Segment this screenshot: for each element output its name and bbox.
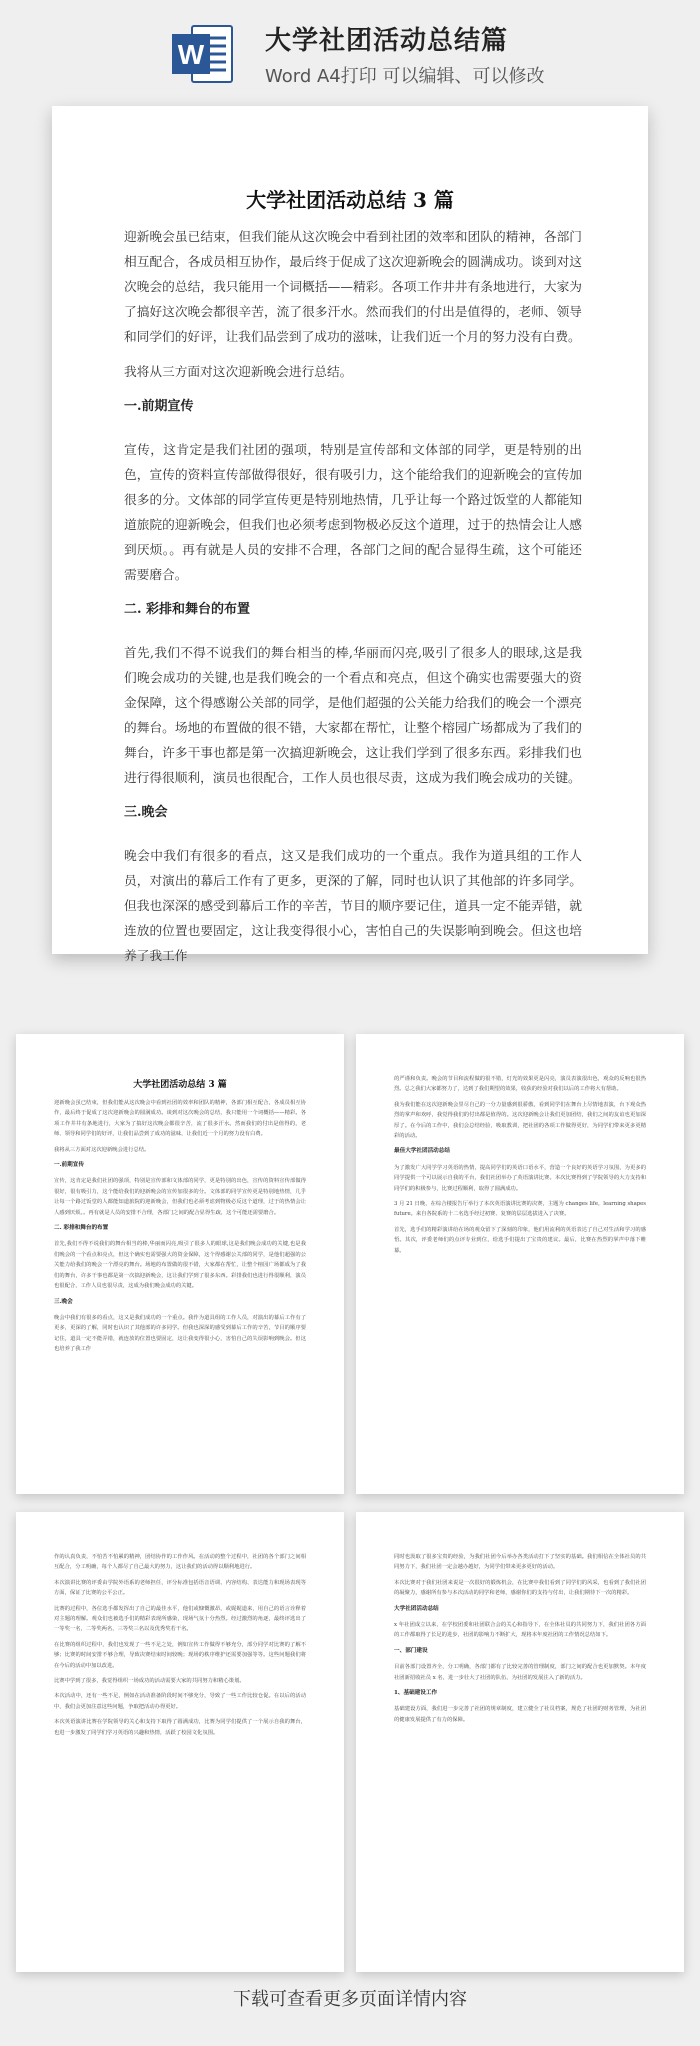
thumbnail-paragraph: 同时也汲取了很多宝贵的经验，为我们社团今后举办各类活动打下了坚实的基础。我们相信在全体社员的共同努力下，我们社团一定会越办越好，为同学们带来更多更好的活动。 [394, 1554, 646, 1571]
thumbnail-paragraph: 比赛中学到了很多，我觉得组织一场成功的活动需要大家的共同努力和精心策划。 [54, 1678, 245, 1685]
word-document-icon [170, 20, 236, 88]
thumbnail-paragraph: 我为我们能在这次迎新晚会里尽自己的一分力量感到很骄傲，看到同学们在舞台上尽情地表演，台下观众热烈的掌声和欢呼，我觉得我们的付出都是值得的。这次迎新晚会让我们更加团结，我们之间的友谊也更加深厚了。在今后的工作中，我们会总结经验，吸取教训，把社团的各项工作做得更好，为同学们带来更多更精彩的活动。 [394, 1101, 646, 1140]
thumbnail-paragraph: 作的认真负责，不怕苦不怕累的精神，团结协作的工作作风。在活动的整个过程中，社团的各个部门之间相互配合，分工明确，每个人都尽了自己最大的努力，这让我们的活动得以顺利地进行。 [54, 1554, 306, 1571]
thumbnail-paragraph: 本次比赛对于我们社团来说是一次很好的锻炼机会，在比赛中我们看到了同学们的风采，也看到了我们社团的凝聚力，感谢所有参与本次活动的同学和老师，感谢你们的支持与付出，让我们期待下一次的精彩。 [394, 1579, 646, 1597]
thumbnail-heading: 一、部门建设 [394, 1647, 428, 1654]
overview-paragraph: 我将从三方面对这次迎新晚会进行总结。 [124, 364, 353, 379]
thumbnail-paragraph: 本次活动中，还有一些不足，例如在活动准备阶段时间不够充分，导致了一些工作比较仓促。在以后的活动中，我们会更加注意这些问题，争取把活动办得更好。 [54, 1693, 306, 1710]
thumbnail-heading: 1、基础建设工作 [394, 1690, 438, 1697]
thumbnail-content [394, 1074, 646, 1261]
document-title: 大学社团活动总结 3 篇 [246, 188, 454, 212]
page-thumbnail-2[interactable] [356, 1034, 684, 1494]
thumbnail-paragraph: 首先，选手们的精彩演讲给在场的观众留下了深刻的印象，他们用流利的英语表达了自己对生活和学习的感悟。其次，评委老师们的点评专业到位，给选手们提出了宝贵的建议。最后，比赛在热烈的掌声中落下帷幕。 [394, 1226, 646, 1254]
thumbnail-paragraph: 我将从三方面对这次迎新晚会进行总结。 [54, 1146, 150, 1153]
section-heading: 一.前期宣传 [124, 399, 194, 414]
thumbnail-content [54, 1074, 306, 1360]
section-heading: 三.晚会 [124, 805, 168, 820]
thumbnail-paragraph: 首先,我们不得不说我们的舞台相当的棒,华丽而闪亮,吸引了很多人的眼球,这是我们晚会成功的关键,也是我们晚会的一个看点和亮点，但这个确实也需要强大的资金保障，这个得感谢公关部的同学，是他们超强的公关能力给我们的晚会一个漂亮的舞台。场地的布置做的很不错，大家都在帮忙，让整个榕园广场都成为了我们的舞台，许多干事也都是第一次搞迎新晚会，这让我们学到了很多东西。彩排我们也进行得很顺利，演员也很配合，工作人员也很尽责，这成为我们晚会成功的关键。 [54, 1241, 306, 1290]
thumbnail-paragraph: 本次演讲比赛的评委由学院外语系的老师担任，评分标准包括语音语调、内容结构、表达能力和现场表现等方面，保证了比赛的公平公正。 [54, 1579, 306, 1597]
page-title: 大学社团活动总结篇 [265, 26, 509, 56]
thumbnail-paragraph: 为了激发广大同学学习英语的热情，提高同学们的英语口语水平，营造一个良好的英语学习氛围，为更多的同学提供一个可以展示自我的平台，我们社团举办了英语演讲比赛。本次比赛得到了学院领导的大力支持和同学们的积极参与，比赛过程顺利，取得了圆满成功。 [394, 1164, 646, 1192]
thumbnail-paragraph: 3 月 21 日晚，在综合楼报告厅举行了本次英语演讲比赛的决赛，主题为 changes life，learning shapes future。来自各院系的十二名选手经过初赛、复赛的层层选拔进入了决赛。 [394, 1201, 646, 1218]
download-more-link[interactable]: 下载可查看更多页面详情内容 [233, 1989, 467, 2010]
thumbnail-content [394, 1552, 646, 1730]
thumbnail-paragraph: 迎新晚会虽已结束，但我们能从这次晚会中看到社团的效率和团队的精神，各部门相互配合，各成员相互协作，最后终于促成了这次迎新晚会的圆满成功。谈到对这次晚会的总结，我只能用一个词概括——精彩。各项工作井井有条地进行，大家为了搞好这次晚会都很辛苦，流了很多汗水。然而我们的付出是值得的，老师、领导和同学们的好评，让我们品尝到了成功的滋味，让我们近一个月的努力没有白费。 [54, 1100, 306, 1138]
section-heading: 二. 彩排和舞台的布置 [124, 602, 251, 617]
page-thumbnail-4[interactable] [356, 1512, 684, 1972]
header-banner [0, 0, 700, 100]
document-body [124, 224, 582, 978]
page-thumbnail-3[interactable] [16, 1512, 344, 1972]
page-thumbnail-1[interactable] [16, 1034, 344, 1494]
thumbnail-paragraph: 本次英语演讲比赛在学院领导的关心和支持下取得了圆满成功，比赛为同学们提供了一个展示自我的舞台，也进一步激发了同学们学习英语的兴趣和热情，活跃了校园文化氛围。 [54, 1719, 306, 1736]
thumbnail-title: 大学社团活动总结 3 篇 [133, 1080, 227, 1090]
thumbnail-paragraph: 基础建设方面，我们进一步完善了社团的规章制度，建立健全了社员档案，规范了社团的财务管理，为社团的健康发展提供了有力的保障。 [394, 1706, 646, 1723]
thumbnail-heading: 三.晚会 [54, 1298, 73, 1305]
thumbnail-content [54, 1552, 306, 1743]
document-page-preview [52, 106, 648, 963]
thumbnail-paragraph: x 年社团成立以来，在学校团委和社团联合会的关心和指导下，在全体社员的共同努力下，我们社团各方面的工作都取得了长足的进步，社团的影响力不断扩大，现将本年度社团的工作情况总结如下。 [394, 1622, 646, 1639]
thumbnail-paragraph: 的严谨和负责。晚会的节目和流程做的很不错，灯光的效果更是闪亮，演员表演很出色，观众的反响也很热烈。总之我们大家都努力了，达到了我们期望的效果，收获的经验对我们以后的工作将大有帮助。 [394, 1076, 646, 1093]
intro-paragraph: 迎新晚会虽已结束，但我们能从这次晚会中看到社团的效率和团队的精神，各部门相互配合，各成员相互协作，最后终于促成了这次迎新晚会的圆满成功。谈到对这次晚会的总结，我只能用一个词概括——精彩。各项工作井井有条地进行，大家为了搞好这次晚会都很辛苦，流了很多汗水。然而我们的付出是值得的，老师、领导和同学们的好评，让我们品尝到了成功的滋味，让我们近一个月的努力没有白费。 [124, 229, 582, 344]
thumbnail-paragraph: 在比赛的组织过程中，我们也发现了一些不足之处，例如宣传工作做得不够充分，部分同学对比赛的了解不够；比赛的时间安排不够合理，导致决赛结束时间较晚；现场的秩序维护还需要加强等等。这些问题我们将在今后的活动中加以改进。 [54, 1641, 306, 1669]
section-paragraph: 晚会中我们有很多的看点，这又是我们成功的一个重点。我作为道具组的工作人员，对演出的幕后工作有了更多，更深的了解，同时也认识了其他部的许多同学。但我也深深的感受到幕后工作的辛苦，节目的顺序要记住，道具一定不能弄错，就连放的位置也要固定，这让我变得很小心，害怕自己的失误影响到晚会。但这也培养了我工作 [124, 848, 582, 963]
thumbnail-paragraph: 目前各部门设置齐全，分工明确，各部门都有了比较完善的管理制度，部门之间的配合也更加默契。本年度社团新招收社员 x 名，进一步壮大了社团的队伍，为社团的发展注入了新的活力。 [394, 1664, 646, 1681]
thumbnail-heading: 最佳大学社团活动总结 [394, 1148, 450, 1155]
thumbnail-paragraph: 晚会中我们有很多的看点，这又是我们成功的一个重点。我作为道具组的工作人员，对演出的幕后工作有了更多，更深的了解，同时也认识了其他部的许多同学。但我也深深的感受到幕后工作的辛苦，节目的顺序要记住，道具一定不能弄错，就连放的位置也要固定，这让我变得很小心，害怕自己的失误影响到晚会。但这也培养了我工作 [54, 1314, 306, 1353]
thumbnail-heading: 一.前期宣传 [54, 1162, 84, 1169]
page-subtitle: Word A4打印 可以编辑、可以修改 [265, 66, 545, 87]
thumbnail-paragraph: 比赛的过程中，各位选手都发挥出了自己的最佳水平，他们或慷慨激昂，或娓娓道来，用自己的语言诠释着对主题的理解。观众们也被选手们的精彩表现所感染，现场气氛十分热烈。经过激烈的角逐，最终评选出了一等奖一名，二等奖两名，三等奖三名以及优秀奖若干名。 [54, 1605, 306, 1633]
thumbnail-heading: 二. 彩排和舞台的布置 [54, 1225, 109, 1232]
thumbnail-paragraph: 宣传，这肯定是我们社团的强项，特别是宣传部和文体部的同学，更是特别的出色，宣传的资料宣传部做得很好，很有吸引力，这个能给我们的迎新晚会的宣传加很多的分。文体部的同学宣传更是特别地热情，几乎让每一个路过饭堂的人都能知道旅院的迎新晚会，但我们也必须考虑到物极必反这个道理，过于的热情会让人感到厌烦。。再有就是人员的安排不合理，各部门之间的配合显得生疏，这个可能还需要磨合。 [54, 1178, 306, 1216]
svg-text:W: W [177, 39, 205, 70]
section-paragraph: 宣传，这肯定是我们社团的强项，特别是宣传部和文体部的同学，更是特别的出色，宣传的资料宣传部做得很好，很有吸引力，这个能给我们的迎新晚会的宣传加很多的分。文体部的同学宣传更是特别地热情，几乎让每一个路过饭堂的人都能知道旅院的迎新晚会，但我们也必须考虑到物极必反这个道理，过于的热情会让人感到厌烦。。再有就是人员的安排不合理，各部门之间的配合显得生疏，这个可能还需要磨合。 [124, 442, 582, 582]
thumbnail-heading: 大学社团活动总结 [394, 1605, 439, 1612]
section-paragraph: 首先,我们不得不说我们的舞台相当的棒,华丽而闪亮,吸引了很多人的眼球,这是我们晚会成功的关键,也是我们晚会的一个看点和亮点，但这个确实也需要强大的资金保障，这个得感谢公关部的同学，是他们超强的公关能力给我们的晚会一个漂亮的舞台。场地的布置做的很不错，大家都在帮忙，让整个榕园广场都成为了我们的舞台，许多干事也都是第一次搞迎新晚会，这让我们学到了很多东西。彩排我们也进行得很顺利，演员也很配合，工作人员也很尽责，这成为我们晚会成功的关键。 [124, 645, 582, 785]
